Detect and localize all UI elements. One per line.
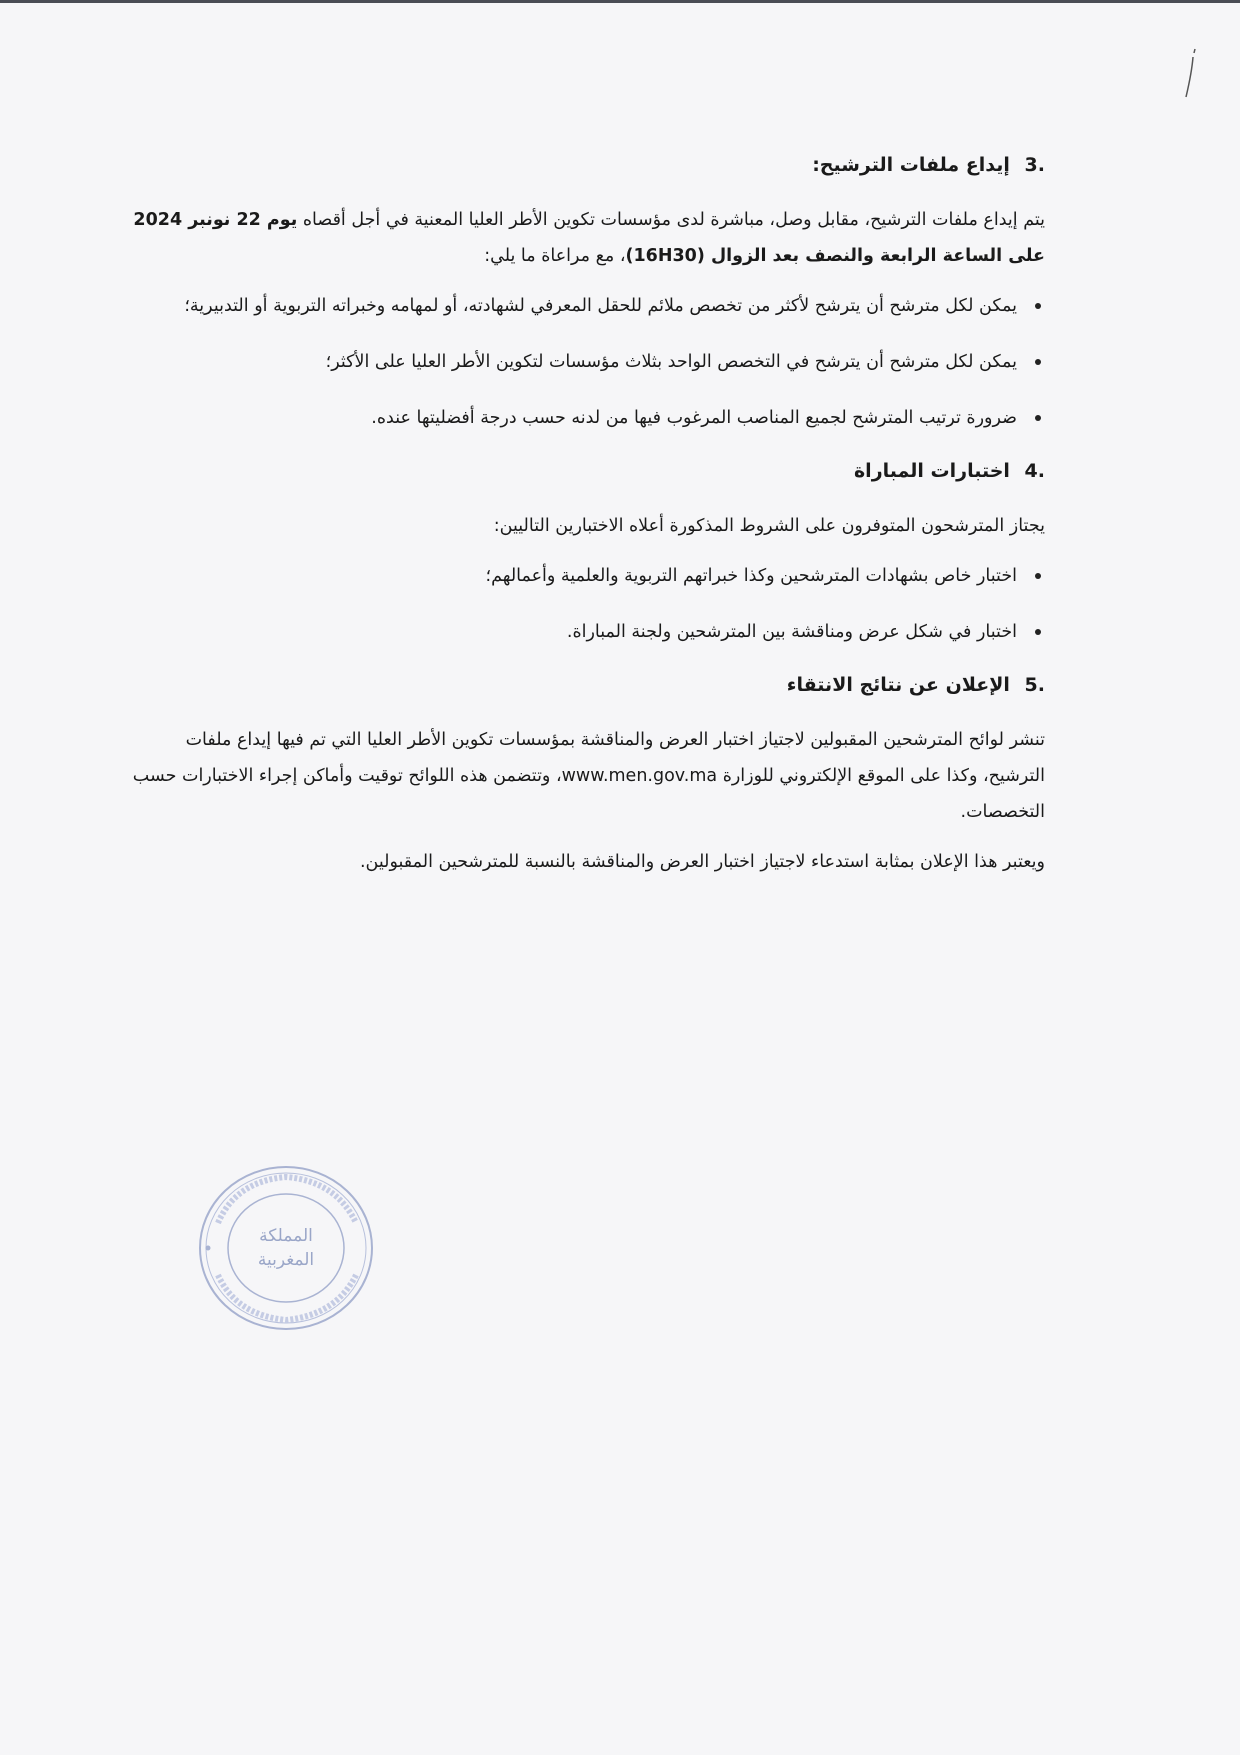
section-number: 3. <box>1024 154 1045 176</box>
list-item-text: اختبار خاص بشهادات المترشحين وكذا خبراتهم التربوية والعلمية وأعمالهم؛ <box>485 566 1017 586</box>
stamp-text <box>196 1163 376 1333</box>
section-number: 4. <box>1024 460 1045 482</box>
bullet-icon <box>1035 573 1041 579</box>
section-title: اختبارات المباراة <box>853 460 1010 482</box>
bullet-list <box>120 558 1045 650</box>
paragraph-text: تنشر لوائح المترشحين المقبولين لاجتياز اختبار العرض والمناقشة بمؤسسات تكوين الأطر العليا التي تم فيها إيداع ملفات الترشيح، وكذا على الموقع الإلكتروني للوزارة <box>185 730 1045 786</box>
list-item-text: ضرورة ترتيب المترشح لجميع المناصب المرغوب فيها من لدنه حسب درجة أفضليتها عنده. <box>371 408 1017 428</box>
section-heading <box>120 670 1045 700</box>
bullet-icon <box>1035 359 1041 365</box>
paragraph-text-end: ، وتتضمن هذه اللوائح توقيت وأماكن إجراء الاختبارات حسب التخصصات. <box>132 766 1045 822</box>
section-intro <box>120 202 1045 274</box>
stamp-line-1: المملكة <box>259 1226 313 1246</box>
section-heading <box>120 150 1045 180</box>
official-stamp <box>196 1163 376 1333</box>
deadline-text: يوم 22 نونبر 2024 على الساعة الرابعة والنصف بعد الزوال (16H30) <box>133 210 1045 266</box>
scan-top-edge <box>0 0 1240 3</box>
stamp-line-2: المغربية <box>257 1250 315 1270</box>
list-item-text: يمكن لكل مترشح أن يترشح في التخصص الواحد بثلاث مؤسسات لتكوين الأطر العليا على الأكثر؛ <box>325 352 1017 372</box>
bullet-icon <box>1035 303 1041 309</box>
results-paragraph <box>120 722 1045 830</box>
section-title: الإعلان عن نتائج الانتقاء <box>786 674 1010 696</box>
intro-text: يتم إيداع ملفات الترشيح، مقابل وصل، مباشرة لدى مؤسسات تكوين الأطر العليا المعنية في أجل أقصاه <box>302 210 1045 230</box>
list-item-text: يمكن لكل مترشح أن يترشح لأكثر من تخصص ملائم للحقل المعرفي لشهادته، أو لمهامه وخبراته التربوية أو التدبيرية؛ <box>184 296 1017 316</box>
bullet-icon <box>1035 629 1041 635</box>
section-heading <box>120 456 1045 486</box>
list-item <box>120 344 1017 380</box>
corner-initial-mark <box>1180 45 1200 105</box>
list-item-text: اختبار في شكل عرض ومناقشة بين المترشحين ولجنة المباراة. <box>566 622 1017 642</box>
bullet-list <box>120 288 1045 436</box>
bullet-icon <box>1035 415 1041 421</box>
list-item <box>120 288 1017 324</box>
section-title: إيداع ملفات الترشيح: <box>812 154 1010 176</box>
intro-text-end: ، مع مراعاة ما يلي: <box>484 246 626 266</box>
section-results <box>120 670 1045 880</box>
section-intro: يجتاز المترشحون المتوفرون على الشروط المذكورة أعلاه الاختبارين التاليين: <box>493 516 1045 536</box>
section-exams <box>120 456 1045 650</box>
convocation-paragraph: ويعتبر هذا الإعلان بمثابة استدعاء لاجتياز اختبار العرض والمناقشة بالنسبة للمترشحين المقبولين. <box>359 852 1045 872</box>
list-item <box>120 614 1017 650</box>
section-submission <box>120 150 1045 436</box>
list-item <box>120 558 1017 594</box>
document-page <box>120 150 1045 894</box>
list-item <box>120 400 1017 436</box>
section-number: 5. <box>1024 674 1045 696</box>
ministry-website-link[interactable]: www.men.gov.ma <box>561 766 718 786</box>
